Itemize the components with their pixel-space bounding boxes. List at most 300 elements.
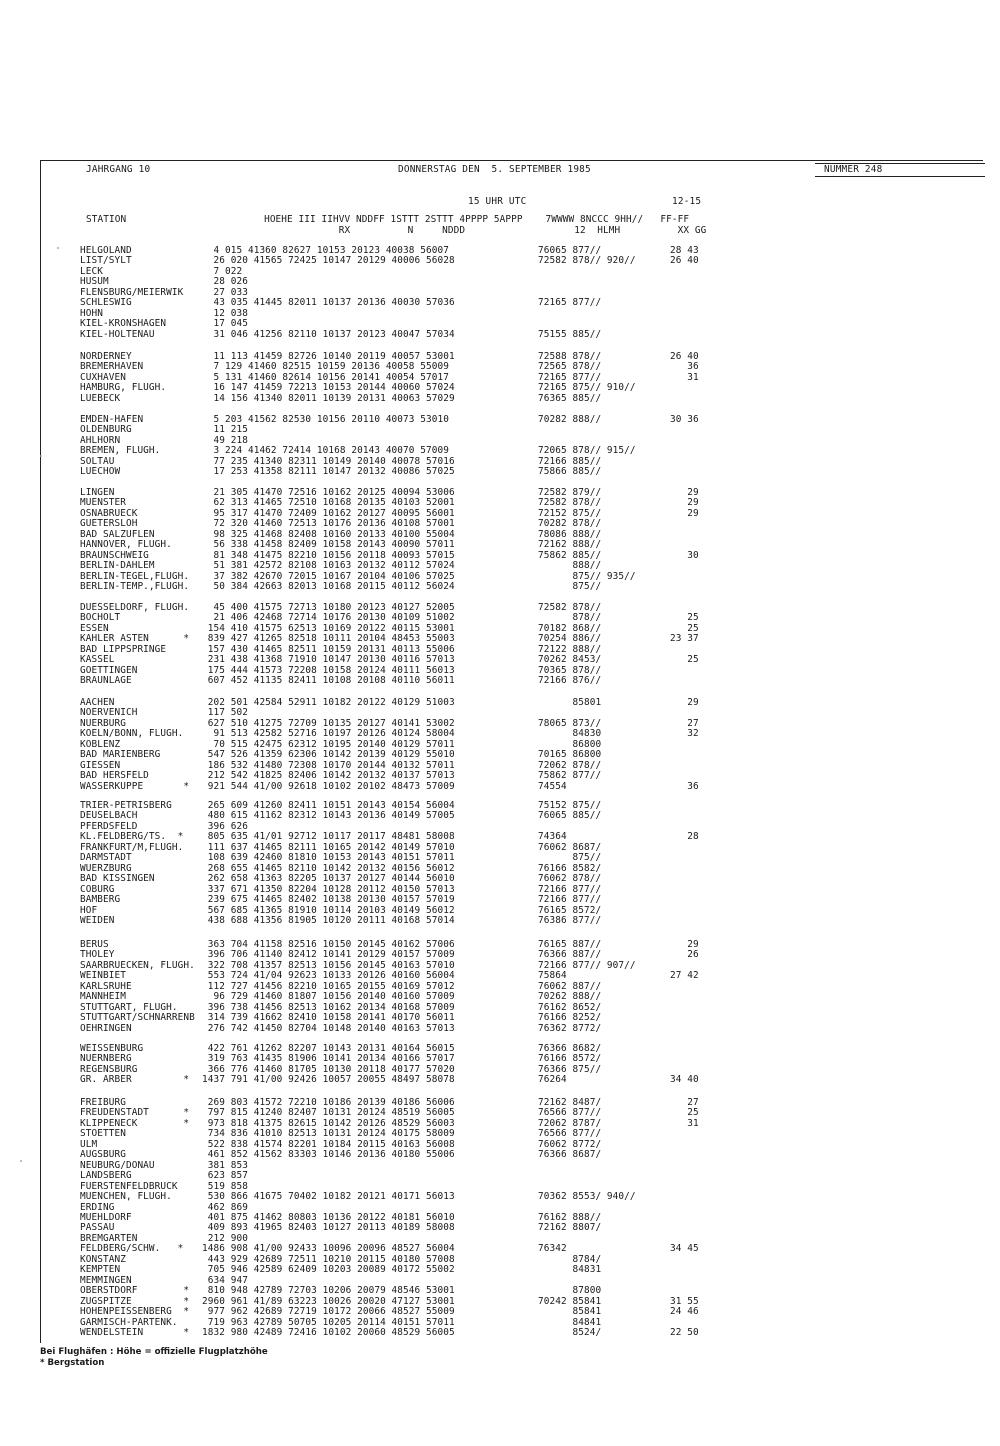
table-cell: 212 542 41825 82406 10142 20132 40137 57013 — [202, 770, 455, 782]
footnote-mountain: * Bergstation — [40, 1358, 105, 1368]
table-cell: WEINBIET — [80, 970, 126, 982]
table-cell: 70282 878// — [538, 518, 602, 530]
wind-values — [670, 352, 699, 404]
table-cell: 11 113 41459 82726 10140 20119 40057 53001 — [202, 351, 455, 362]
table-cell: 43 035 41445 82011 10137 20136 40030 57036 — [202, 297, 455, 309]
table-cell: 72165 877// — [538, 297, 602, 309]
table-cell: 76264 — [538, 1074, 567, 1086]
station-codes — [202, 488, 455, 593]
table-cell: AHLHORN — [80, 434, 121, 446]
table-cell: 480 615 41162 82312 10143 20136 40149 57005 — [202, 810, 455, 822]
table-cell: 50 384 42663 82013 10168 20115 40112 56024 — [202, 581, 455, 593]
wind-values — [670, 488, 699, 593]
weather-codes — [538, 1044, 601, 1086]
table-cell: 607 452 41135 82411 10108 20108 40110 56011 — [202, 675, 455, 687]
table-cell: GARMISCH-PARTENK. — [80, 1316, 178, 1328]
table-cell: 17 045 — [202, 318, 248, 330]
table-cell: 72166 877// 907// — [538, 959, 636, 971]
table-cell: 810 948 42789 72703 10206 20079 48546 53001 — [202, 1285, 455, 1297]
table-cell: 25 — [670, 622, 699, 634]
table-cell: 734 836 41010 82513 10131 20124 40175 58009 — [202, 1128, 455, 1140]
table-cell: 87800 — [538, 1285, 602, 1297]
table-cell: 2960 961 41/89 63223 10026 20020 47127 53001 — [202, 1295, 455, 1307]
table-cell: 12 038 — [202, 307, 248, 319]
table-cell: 72582 878// 920// — [538, 255, 636, 267]
table-cell: 34 40 — [670, 1074, 699, 1086]
table-cell: 76065 877// — [538, 245, 602, 256]
table-cell: 70182 868// — [538, 622, 602, 634]
scan-speck — [40, 455, 42, 457]
table-cell: SOLTAU — [80, 455, 115, 467]
table-cell: 72062 8787/ — [538, 1117, 602, 1129]
table-cell: 84841 — [538, 1316, 602, 1328]
table-cell: BAD MARIENBERG — [80, 749, 161, 761]
table-cell: NUERBURG — [80, 717, 126, 729]
table-cell: 17 253 41358 82111 10147 20132 40086 57025 — [202, 466, 455, 478]
table-cell: KARLSRUHE — [80, 980, 132, 992]
weather-codes — [538, 801, 601, 926]
table-cell: 519 858 — [202, 1180, 248, 1192]
station-names — [80, 246, 183, 340]
table-cell: HUSUM — [80, 276, 109, 288]
table-cell: 16 147 41459 72213 10153 20144 40060 57024 — [202, 382, 455, 394]
table-cell: 4 015 41360 82627 10153 20123 40038 56007 — [202, 245, 450, 256]
table-cell: 14 156 41340 82011 10139 20131 40063 57029 — [202, 392, 455, 404]
station-codes — [202, 698, 455, 792]
table-cell: 91 513 42582 52716 10197 20126 40124 58004 — [202, 728, 455, 740]
station-names — [80, 1098, 189, 1338]
table-cell: 409 893 41965 82403 10127 20113 40189 58008 — [202, 1222, 455, 1234]
table-cell: 921 544 41/00 92618 10102 20102 48473 57009 — [202, 780, 455, 792]
table-cell: LUECHOW — [80, 466, 121, 478]
table-cell: 76362 8772/ — [538, 1022, 602, 1034]
table-cell: 157 430 41465 82511 10159 20131 40113 55006 — [202, 643, 455, 655]
table-cell: LIST/SYLT — [80, 255, 132, 267]
table-cell: 25 — [670, 612, 699, 624]
table-cell: 72165 875// 910// — [538, 382, 636, 394]
table-cell: 70262 888// — [538, 991, 602, 1003]
table-cell: FLENSBURG/MEIERWIK — [80, 286, 184, 298]
nummer-label: NUMMER 248 — [824, 164, 883, 175]
table-cell: 8524/ — [538, 1326, 602, 1338]
table-cell: PFERDSFELD — [80, 820, 138, 832]
table-cell: 76366 8687/ — [538, 1149, 602, 1161]
wind-values — [670, 1044, 699, 1086]
station-names — [80, 801, 183, 926]
table-cell: 363 704 41158 82516 10150 20145 40162 57006 — [202, 939, 455, 950]
table-cell: 76062 878// — [538, 873, 602, 885]
table-cell: 117 502 — [202, 707, 248, 719]
table-cell: 78065 873// — [538, 717, 602, 729]
table-cell: REGENSBURG — [80, 1063, 138, 1075]
table-cell: 76166 8582/ — [538, 862, 602, 874]
table-cell: BRAUNSCHWEIG — [80, 549, 149, 561]
table-cell: 31 — [670, 1117, 699, 1129]
table-cell: 977 962 42689 72719 10172 20066 48527 55009 — [202, 1306, 455, 1318]
table-cell: 27 — [670, 717, 699, 729]
table-cell: OEHRINGEN — [80, 1022, 132, 1034]
table-cell: 72582 879// — [538, 487, 602, 498]
table-cell: 719 963 42789 50705 10205 20114 40151 57011 — [202, 1316, 455, 1328]
table-cell: KIEL-HOLTENAU — [80, 328, 155, 340]
station-codes — [202, 1044, 455, 1086]
table-cell: BOCHOLT — [80, 612, 121, 624]
table-cell: 31 — [670, 371, 699, 383]
table-cell: 77 235 41340 82311 10149 20140 40078 57016 — [202, 455, 455, 467]
table-cell: 76166 8572/ — [538, 1053, 602, 1065]
table-cell: 76165 8572/ — [538, 904, 602, 916]
weather-codes — [538, 246, 636, 340]
table-cell: 72162 888// — [538, 539, 602, 551]
table-cell: 28 — [670, 831, 699, 843]
table-cell: 70282 888// — [538, 414, 602, 425]
table-cell: 5 203 41562 82530 10156 20110 40073 53010 — [202, 414, 450, 425]
table-cell: 319 763 41435 81906 10141 20134 40166 57017 — [202, 1053, 455, 1065]
table-cell: 11 215 — [202, 424, 248, 436]
table-cell: 5 131 41460 82614 10156 20141 40054 57017 — [202, 371, 450, 383]
table-cell: 96 729 41460 81807 10156 20140 40160 57009 — [202, 991, 455, 1003]
station-codes — [202, 801, 455, 926]
station-names — [80, 1044, 189, 1086]
table-cell: 623 857 — [202, 1170, 248, 1182]
table-cell: 530 866 41675 70402 10182 20121 40171 56013 — [202, 1191, 455, 1203]
wind-values — [670, 415, 699, 478]
table-cell: 36 — [670, 361, 699, 373]
station-codes — [202, 940, 455, 1034]
table-cell: 76165 887// — [538, 939, 602, 950]
table-cell: DEUSELBACH — [80, 810, 138, 822]
table-cell: GR. ARBER * — [80, 1074, 190, 1086]
table-cell: 21 305 41470 72516 10162 20125 40094 53006 — [202, 487, 455, 498]
table-cell: 72166 877// — [538, 894, 602, 906]
table-cell: GIESSEN — [80, 759, 121, 771]
table-cell: 522 838 41574 82201 10184 20115 40163 56008 — [202, 1138, 455, 1150]
table-cell: 265 609 41260 82411 10151 20143 40154 56004 — [202, 800, 455, 811]
table-cell: MUEHLDORF — [80, 1211, 132, 1223]
table-cell: HELGOLAND — [80, 245, 132, 256]
table-cell: NORDERNEY — [80, 351, 132, 362]
table-cell: 396 738 41456 82513 10162 20134 40168 57009 — [202, 1001, 455, 1013]
table-cell: ERDING — [80, 1201, 115, 1213]
table-cell: 21 406 42468 72714 10176 20130 40109 51002 — [202, 612, 455, 624]
table-cell: 154 410 41575 62513 10169 20122 40115 53001 — [202, 622, 455, 634]
table-cell: 8784/ — [538, 1253, 602, 1265]
table-cell: 76342 — [538, 1243, 567, 1255]
table-cell: 76365 885// — [538, 392, 602, 404]
table-cell: COBURG — [80, 883, 115, 895]
table-cell: 24 46 — [670, 1306, 699, 1318]
table-cell: 72 320 41460 72513 10176 20136 40108 57001 — [202, 518, 455, 530]
table-cell: BAD SALZUFLEN — [80, 528, 155, 540]
table-cell: 70362 8553/ 940// — [538, 1191, 636, 1203]
table-cell: 627 510 41275 72709 10135 20127 40141 53002 — [202, 717, 455, 729]
footnote-airports: Bei Flughäfen : Höhe = offizielle Flugplatzhöhe — [40, 1347, 268, 1357]
table-cell: 86800 — [538, 738, 602, 750]
table-cell: 23 37 — [670, 633, 699, 645]
table-cell: STUTTGART, FLUGH. — [80, 1001, 178, 1013]
table-cell: 29 — [670, 507, 699, 519]
table-cell: KOBLENZ — [80, 738, 121, 750]
table-cell: 878// — [538, 612, 602, 624]
table-cell: 3 224 41462 72414 10168 20143 40070 57009 — [202, 445, 450, 457]
table-cell: NUERNBERG — [80, 1053, 132, 1065]
table-cell: 634 947 — [202, 1274, 248, 1286]
table-cell: 26 40 — [670, 255, 699, 267]
table-cell: 45 400 41575 72713 10180 20123 40127 52005 — [202, 602, 455, 613]
table-cell: 76062 887// — [538, 980, 602, 992]
table-cell: 76162 888// — [538, 1211, 602, 1223]
table-cell: 76162 8652/ — [538, 1001, 602, 1013]
weather-codes — [538, 940, 636, 1034]
wind-values — [670, 940, 699, 1034]
table-cell: 462 869 — [202, 1201, 248, 1213]
station-codes — [202, 415, 455, 478]
table-cell: STOETTEN — [80, 1128, 126, 1140]
table-cell: HANNOVER, FLUGH. — [80, 539, 172, 551]
station-codes — [202, 603, 455, 687]
table-cell: HOF — [80, 904, 98, 916]
table-cell: 26 — [670, 949, 699, 961]
table-cell: 72166 876// — [538, 675, 602, 687]
table-cell: 72582 878// — [538, 602, 602, 613]
table-cell: NOERVENICH — [80, 707, 138, 719]
table-cell: MANNHEIM — [80, 991, 126, 1003]
table-cell: FELDBERG/SCHW. * — [80, 1243, 184, 1255]
table-cell: 567 685 41365 81910 10114 20103 40149 56012 — [202, 904, 455, 916]
table-cell: BAD KISSINGEN — [80, 873, 155, 885]
table-cell: 7 022 — [202, 265, 243, 277]
table-cell: 70262 8453/ — [538, 654, 602, 666]
table-cell: 396 626 — [202, 820, 248, 832]
table-cell: 28 43 — [670, 245, 699, 256]
table-cell: BREMERHAVEN — [80, 361, 144, 373]
table-cell: 75862 877// — [538, 770, 602, 782]
table-cell: ESSEN — [80, 622, 109, 634]
table-cell: WUERZBURG — [80, 862, 132, 874]
table-cell: BAD LIPPSPRINGE — [80, 643, 167, 655]
table-cell: GOETTINGEN — [80, 664, 138, 676]
wind-values — [670, 603, 699, 687]
weather-codes — [538, 415, 636, 478]
date-label: DONNERSTAG DEN 5. SEPTEMBER 1985 — [398, 164, 591, 175]
station-names — [80, 415, 160, 478]
table-cell: 76566 877// — [538, 1107, 602, 1119]
table-cell: 212 900 — [202, 1232, 248, 1244]
table-cell: 202 501 42584 52911 10182 20122 40129 51003 — [202, 697, 455, 708]
table-cell: BAMBERG — [80, 894, 121, 906]
table-cell: 381 853 — [202, 1159, 248, 1171]
table-cell: 547 526 41359 62306 10142 20139 40129 55010 — [202, 749, 455, 761]
column-header-2: RX N NDDD 12 HLMH XX GG — [86, 225, 707, 236]
table-cell: MUENCHEN, FLUGH. — [80, 1191, 172, 1203]
wind-values — [670, 698, 699, 792]
table-cell: 1437 791 41/00 92426 10057 20055 48497 58078 — [202, 1074, 455, 1086]
table-cell: PASSAU — [80, 1222, 115, 1234]
table-cell: CUXHAVEN — [80, 371, 126, 383]
table-cell: 72122 888// — [538, 643, 602, 655]
table-cell: WEISSENBURG — [80, 1043, 144, 1054]
table-cell: 276 742 41450 82704 10148 20140 40163 57013 — [202, 1022, 455, 1034]
table-cell: 70165 86800 — [538, 749, 602, 761]
table-cell: 76566 877// — [538, 1128, 602, 1140]
table-cell: ZUGSPITZE * — [80, 1295, 190, 1307]
table-cell: 70365 878// — [538, 664, 602, 676]
table-cell: 72165 877// — [538, 371, 602, 383]
table-cell: 72062 878// — [538, 759, 602, 771]
weather-codes — [538, 603, 601, 687]
table-cell: 72166 885// — [538, 455, 602, 467]
table-cell: BRAUNLAGE — [80, 675, 132, 687]
table-cell: OBERSTDORF * — [80, 1285, 190, 1297]
table-cell: 705 946 42589 62409 10203 20089 40172 55002 — [202, 1264, 455, 1276]
table-cell: 72166 877// — [538, 883, 602, 895]
station-names — [80, 940, 195, 1034]
table-cell: 85801 — [538, 697, 602, 708]
table-cell: 84830 — [538, 728, 602, 740]
table-cell: 231 438 41368 71910 10147 20130 40116 57013 — [202, 654, 455, 666]
table-cell: KIEL-KRONSHAGEN — [80, 318, 167, 330]
table-cell: 70242 85841 — [538, 1295, 602, 1307]
table-cell: 875// — [538, 852, 602, 864]
table-cell: 25 — [670, 654, 699, 666]
table-cell: MEMMINGEN — [80, 1274, 132, 1286]
table-cell: 76366 8682/ — [538, 1043, 602, 1054]
table-cell: WENDELSTEIN * — [80, 1326, 190, 1338]
table-cell: 29 — [670, 939, 699, 950]
table-cell: 973 818 41375 82615 10142 20126 48529 56003 — [202, 1117, 455, 1129]
table-cell: 438 688 41356 81905 10120 20111 40168 57014 — [202, 914, 455, 926]
table-cell: 76062 8772/ — [538, 1138, 602, 1150]
table-cell: 805 635 41/01 92712 10117 20117 48481 58008 — [202, 831, 455, 843]
table-cell: KL.FELDBERG/TS. * — [80, 831, 184, 843]
table-cell: EMDEN-HAFEN — [80, 414, 144, 425]
table-cell: 268 655 41465 82110 10142 20132 40156 56012 — [202, 862, 455, 874]
table-cell: KOELN/BONN, FLUGH. — [80, 728, 184, 740]
table-cell: 28 026 — [202, 276, 248, 288]
table-cell: 72162 8807/ — [538, 1222, 602, 1234]
table-cell: 461 852 41562 83303 10146 20136 40180 55006 — [202, 1149, 455, 1161]
table-cell: 26 020 41565 72425 10147 20129 40006 56028 — [202, 255, 455, 267]
table-cell: 1486 908 41/00 92433 10096 20096 48527 56004 — [202, 1243, 455, 1255]
table-cell: 337 671 41350 82204 10128 20112 40150 57013 — [202, 883, 455, 895]
table-cell: 112 727 41456 82210 10165 20155 40169 57012 — [202, 980, 455, 992]
weather-codes — [538, 1098, 636, 1338]
table-cell: GUETERSLOH — [80, 518, 138, 530]
table-cell: BREMGARTEN — [80, 1232, 138, 1244]
table-cell: 76065 885// — [538, 810, 602, 822]
table-cell: THOLEY — [80, 949, 115, 961]
station-codes — [202, 246, 455, 340]
table-cell: 27 033 — [202, 286, 248, 298]
table-cell: 31 046 41256 82110 10137 20123 40047 57034 — [202, 328, 455, 340]
table-cell: KAHLER ASTEN * — [80, 633, 190, 645]
table-cell: FRANKFURT/M,FLUGH. — [80, 841, 184, 853]
station-names — [80, 352, 166, 404]
station-codes — [202, 1098, 455, 1338]
time-label: 15 UHR UTC — [468, 196, 527, 207]
table-cell: 422 761 41262 82207 10143 20131 40164 56015 — [202, 1043, 455, 1054]
table-cell: 839 427 41265 82518 10111 20104 48453 55003 — [202, 633, 455, 645]
table-cell: OSNABRUECK — [80, 507, 138, 519]
table-cell: 797 815 41240 82407 10131 20124 48519 56005 — [202, 1107, 455, 1119]
table-cell: 1832 980 42489 72416 10102 20060 48529 56005 — [202, 1326, 455, 1338]
table-cell: 84831 — [538, 1264, 602, 1276]
table-cell: 22 50 — [670, 1326, 699, 1338]
table-cell: 443 929 42689 72511 10210 20115 40180 57008 — [202, 1253, 455, 1265]
table-cell: KASSEL — [80, 654, 115, 666]
table-cell: FUERSTENFELDBRUCK — [80, 1180, 178, 1192]
jahrgang-label: JAHRGANG 10 — [86, 164, 151, 175]
table-cell: 31 55 — [670, 1295, 699, 1307]
table-cell: 175 444 41573 72208 10158 20124 40111 56013 — [202, 664, 455, 676]
wind-values — [670, 801, 699, 926]
table-cell: FREIBURG — [80, 1097, 126, 1108]
table-cell: KONSTANZ — [80, 1253, 126, 1265]
table-cell: 76062 8687/ — [538, 841, 602, 853]
scan-speck — [57, 247, 59, 249]
table-cell: KEMPTEN — [80, 1264, 121, 1276]
table-cell: 36 — [670, 780, 699, 792]
table-cell: 98 325 41468 82408 10160 20133 40100 55004 — [202, 528, 455, 540]
weather-codes — [538, 698, 601, 792]
table-cell: AUGSBURG — [80, 1149, 126, 1161]
table-cell: 26 40 — [670, 351, 699, 362]
table-cell: 875// 935// — [538, 570, 636, 582]
table-cell: MUENSTER — [80, 497, 126, 509]
table-cell: AACHEN — [80, 697, 115, 708]
station-names — [80, 603, 189, 687]
table-cell: 51 381 42572 82108 10163 20132 40112 57024 — [202, 560, 455, 572]
table-cell: HAMBURG, FLUGH. — [80, 382, 167, 394]
table-cell: 322 708 41357 82513 10156 20145 40163 57010 — [202, 959, 455, 971]
station-names — [80, 698, 189, 792]
table-cell: 553 724 41/04 92623 10133 20126 40160 56004 — [202, 970, 455, 982]
table-cell: ULM — [80, 1138, 98, 1150]
table-cell: BERLIN-TEGEL,FLUGH. — [80, 570, 190, 582]
table-cell: BAD HERSFELD — [80, 770, 149, 782]
table-cell: 29 — [670, 497, 699, 509]
table-cell: 37 382 42670 72015 10167 20104 40106 57025 — [202, 570, 455, 582]
table-cell: FREUDENSTADT * — [80, 1107, 190, 1119]
table-cell: 74554 — [538, 780, 567, 792]
table-cell: 95 317 41470 72409 10162 20127 40095 56001 — [202, 507, 455, 519]
table-cell: 70 515 42475 62312 10195 20140 40129 57011 — [202, 738, 455, 750]
table-cell: 34 45 — [670, 1243, 699, 1255]
table-cell: 76366 887// — [538, 949, 602, 961]
column-header-1: STATION HOEHE III IIHVV NDDFF 1STTT 2STTT 4PPPP 5APPP 7WWWW 8NCCC 9HH// FF-FF — [86, 214, 690, 225]
table-cell: NEUBURG/DONAU — [80, 1159, 155, 1171]
table-cell: LINGEN — [80, 487, 115, 498]
table-cell: HOHN — [80, 307, 103, 319]
table-cell: 30 — [670, 549, 699, 561]
table-cell: 75866 885// — [538, 466, 602, 478]
table-cell: 75862 885// — [538, 549, 602, 561]
station-names — [80, 488, 189, 593]
table-cell: 32 — [670, 728, 699, 740]
table-cell: 111 637 41465 82111 10165 20142 40149 57010 — [202, 841, 455, 853]
table-cell: STUTTGART/SCHNARRENB — [80, 1012, 195, 1024]
table-cell: HOHENPEISSENBERG * — [80, 1306, 190, 1318]
table-cell: BERLIN-DAHLEM — [80, 560, 155, 572]
table-cell: 269 803 41572 72210 10186 20139 40186 56006 — [202, 1097, 455, 1108]
table-cell: 76366 875// — [538, 1063, 602, 1075]
table-cell: 262 658 41363 82205 10137 20127 40144 56010 — [202, 873, 455, 885]
table-cell: 72582 878// — [538, 497, 602, 509]
table-cell: 888// — [538, 560, 602, 572]
table-cell: 25 — [670, 1107, 699, 1119]
table-cell: 7 129 41460 82515 10159 20136 40058 55009 — [202, 361, 450, 373]
table-cell: 27 42 — [670, 970, 699, 982]
